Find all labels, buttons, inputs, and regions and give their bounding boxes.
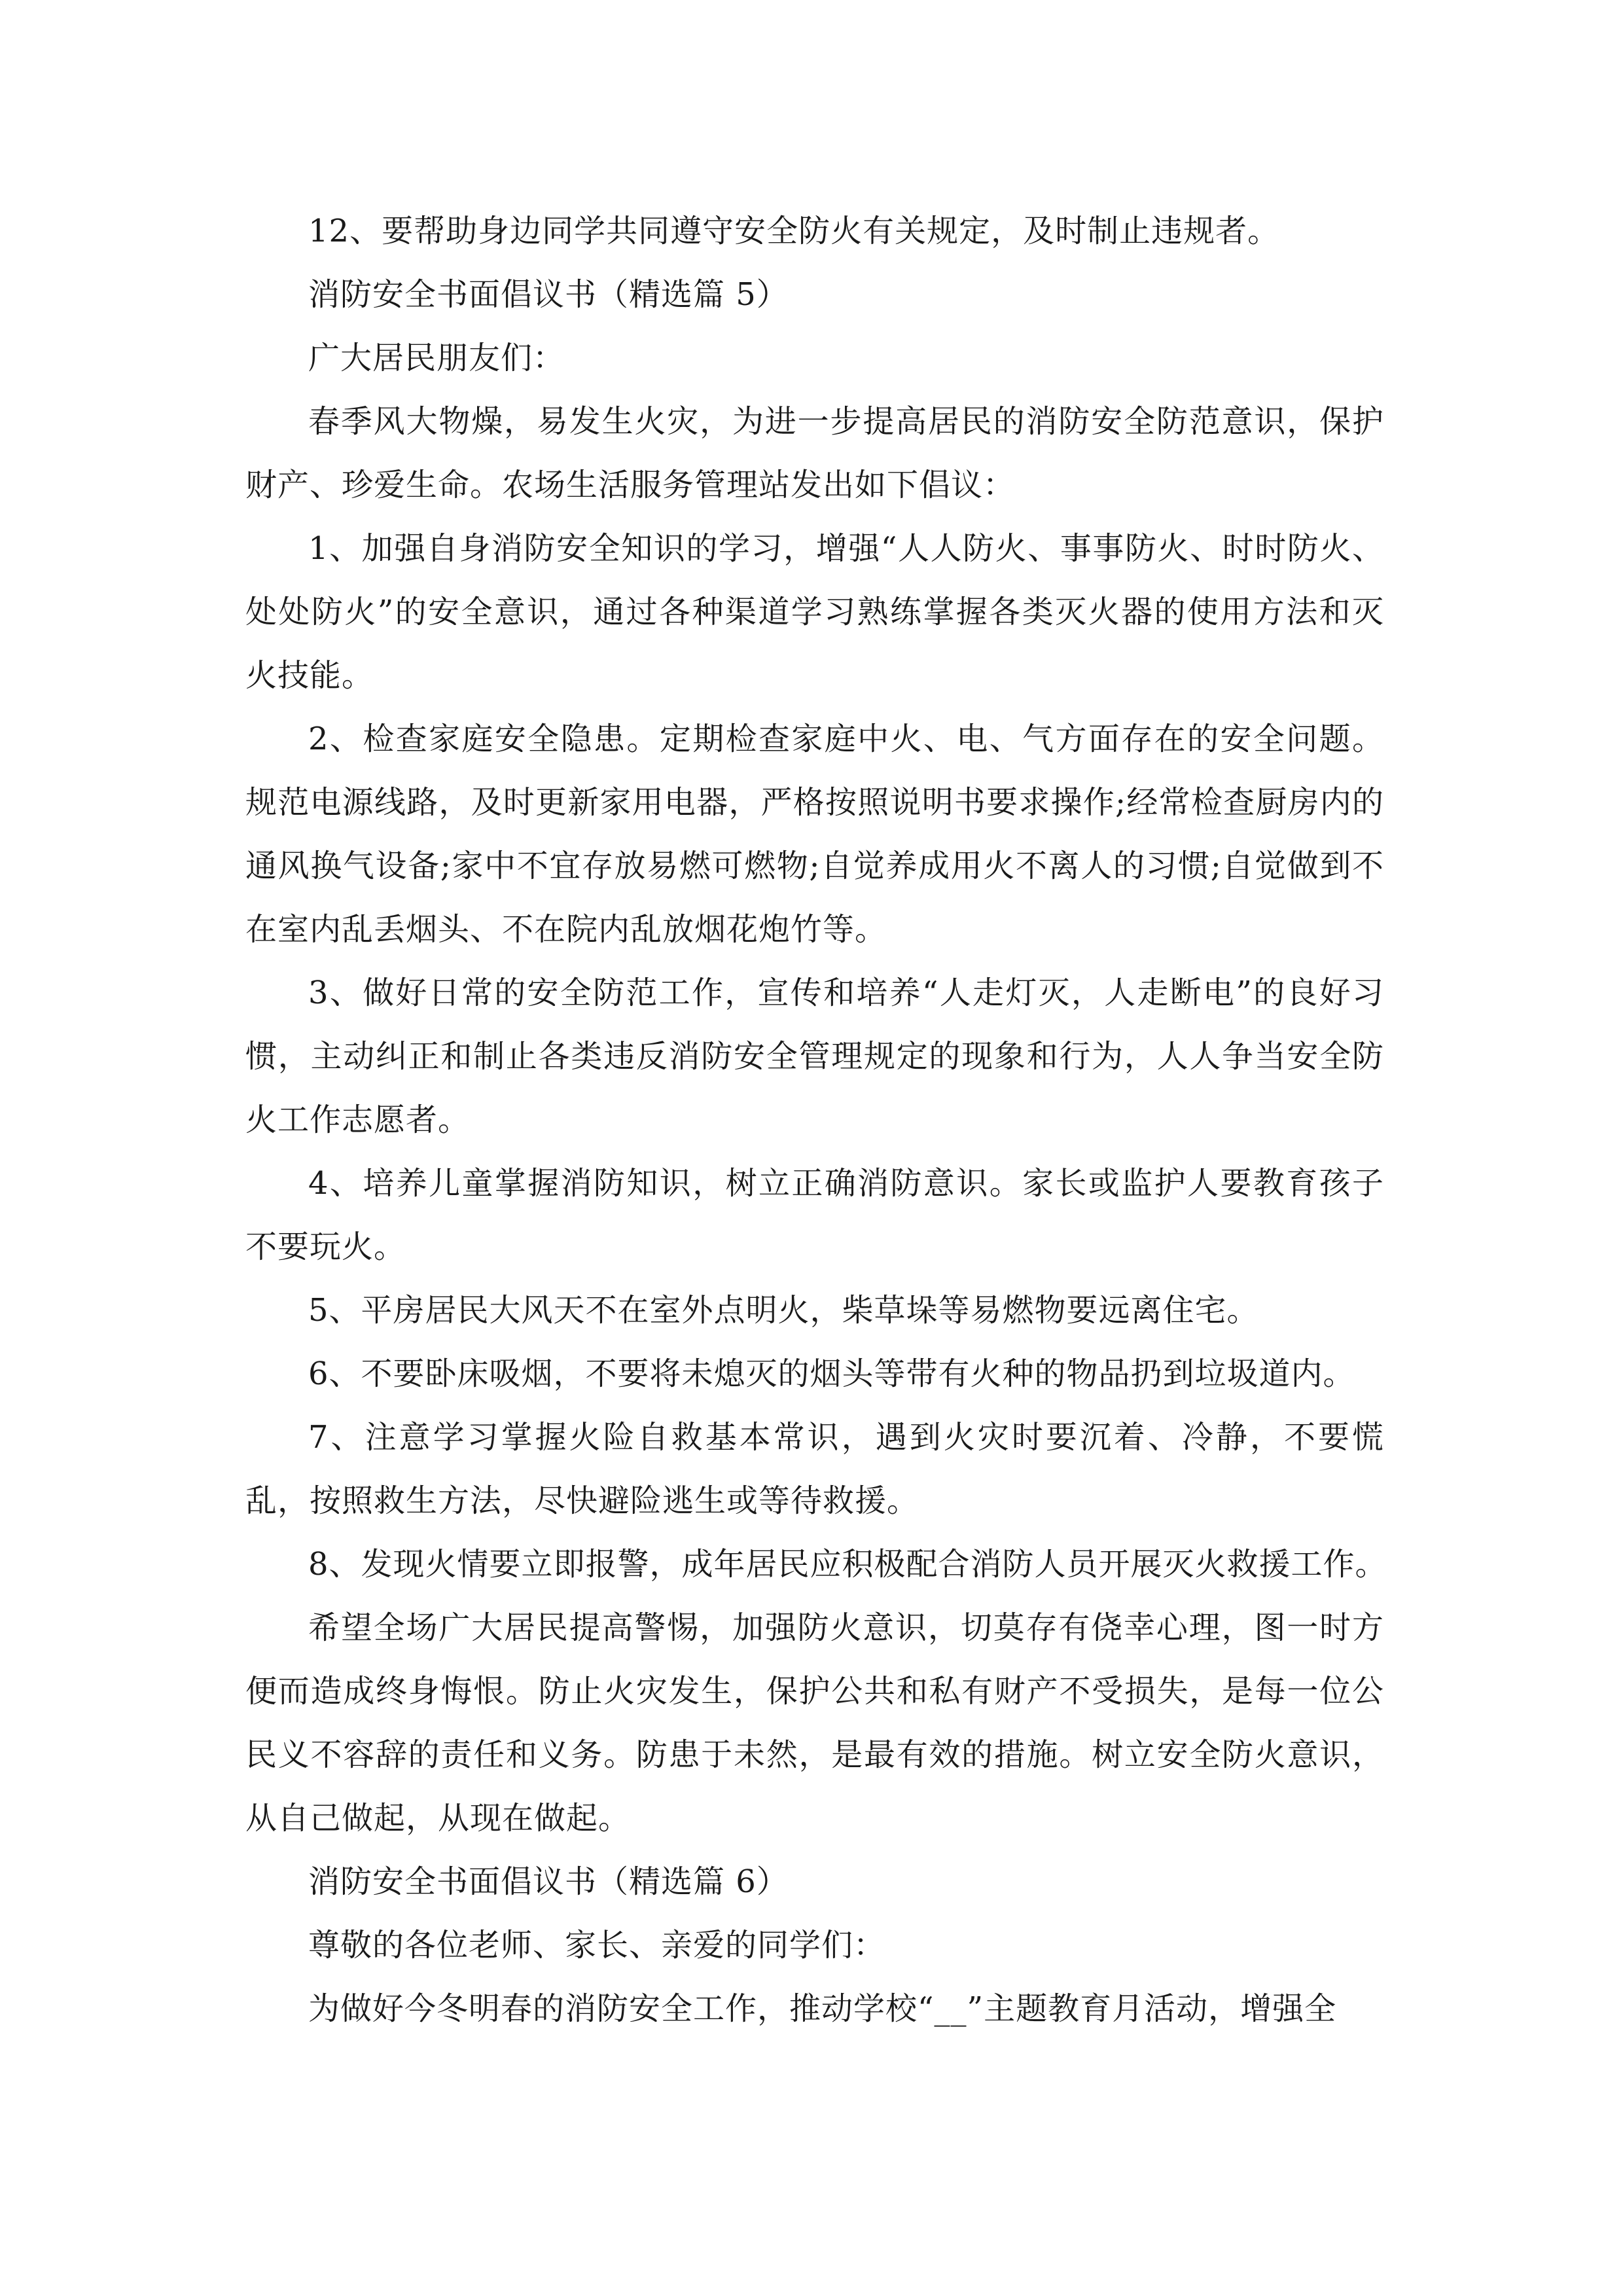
paragraph-item-12: 12、要帮助身边同学共同遵守安全防火有关规定，及时制止违规者。 [308,213,1280,249]
intro-paragraph-2: 为做好今冬明春的消防安全工作，推动学校“__”主题教育月活动，增强全 [308,1990,1337,2027]
closing-paragraph: 希望全场广大居民提高警惕，加强防火意识，切莫存有侥幸心理，图一时方便而造成终身悔恨。防止火灾发生，保护公共和私有财产不受损失，是每一位公民义不容辞的责任和义务。防患于未然，是最有效的措施。树立安全防火意识，从自己做起，从现在做起。 [245,1609,1384,1837]
salutation: 广大居民朋友们： [308,340,565,376]
proposal-item-4: 4、培养儿童掌握消防知识，树立正确消防意识。家长或监护人要教育孩子不要玩火。 [245,1165,1384,1265]
intro-paragraph: 春季风大物燥，易发生火灾，为进一步提高居民的消防安全防范意识，保护财产、珍爱生命。农场生活服务管理站发出如下倡议： [245,403,1384,503]
salutation-2: 尊敬的各位老师、家长、亲爱的同学们： [308,1927,886,1964]
document-body [245,200,1387,2041]
proposal-item-5: 5、平房居民大风天不在室外点明火，柴草垛等易燃物要远离住宅。 [308,1292,1259,1329]
section-heading-5: 消防安全书面倡议书（精选篇 5） [308,276,789,313]
proposal-item-8: 8、发现火情要立即报警，成年居民应积极配合消防人员开展灭火救援工作。 [308,1546,1387,1583]
proposal-item-1: 1、加强自身消防安全知识的学习，增强“人人防火、事事防火、时时防火、处处防火”的安全意识，通过各种渠道学习熟练掌握各类灭火器的使用方法和灭火技能。 [245,530,1384,694]
section-heading-6: 消防安全书面倡议书（精选篇 6） [308,1863,789,1900]
proposal-item-2: 2、检查家庭安全隐患。定期检查家庭中火、电、气方面存在的安全问题。规范电源线路，及时更新家用电器，严格按照说明书要求操作;经常检查厨房内的通风换气设备;家中不宜存放易燃可燃物;自觉养成用火不离人的习惯;自觉做到不在室内乱丢烟头、不在院内乱放烟花炮竹等。 [245,721,1384,948]
proposal-item-6: 6、不要卧床吸烟，不要将未熄灭的烟头等带有火种的物品扔到垃圾道内。 [308,1355,1355,1392]
proposal-item-7: 7、注意学习掌握火险自救基本常识，遇到火灾时要沉着、冷静，不要慌乱，按照救生方法，尽快避险逃生或等待救援。 [245,1419,1384,1519]
proposal-item-3: 3、做好日常的安全防范工作，宣传和培养“人走灯灭，人走断电”的良好习惯，主动纠正和制止各类违反消防安全管理规定的现象和行为，人人争当安全防火工作志愿者。 [245,975,1384,1138]
